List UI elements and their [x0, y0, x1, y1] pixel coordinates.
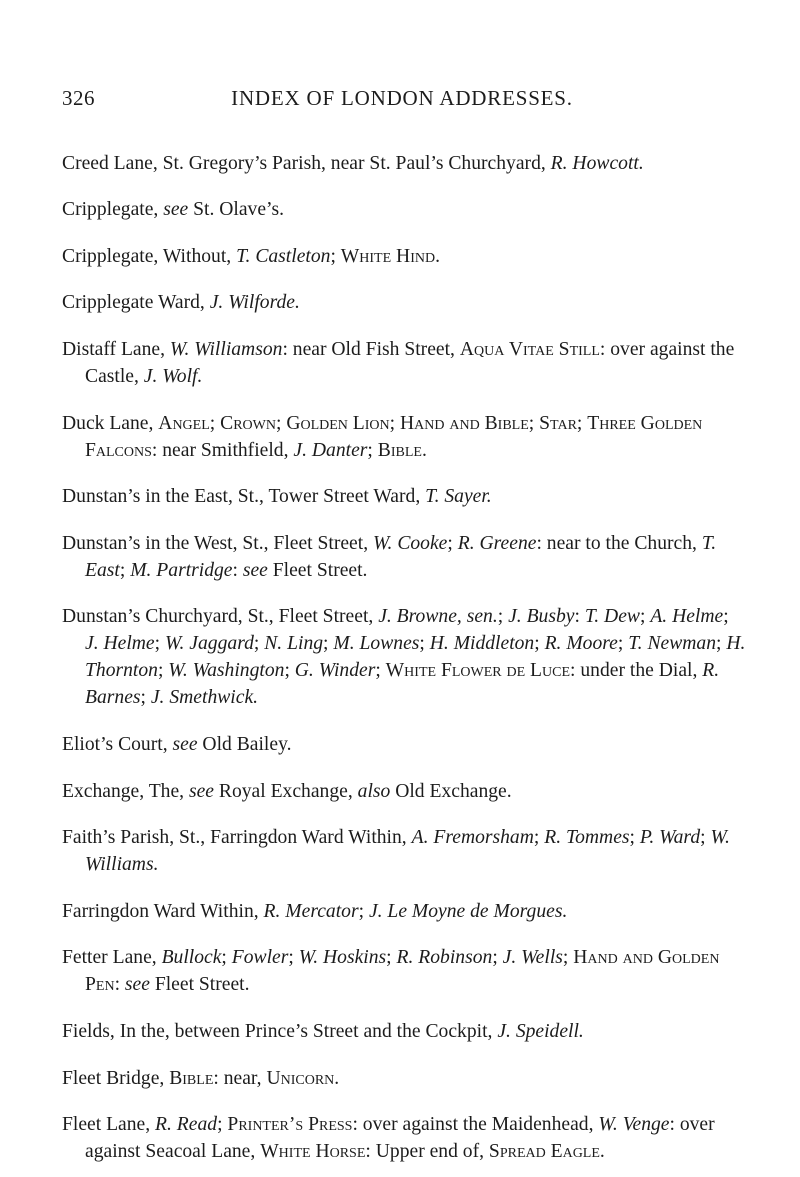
entry-sign-smallcaps: Unicorn — [266, 1067, 335, 1089]
running-title: INDEX OF LONDON ADDRESSES. — [231, 86, 573, 110]
entry-name-italic: R. Mercator — [263, 900, 359, 922]
entry-text: ; — [154, 633, 165, 655]
entry-text: ; — [389, 412, 400, 434]
entry-text: Faith’s Parish, St., Farringdon Ward Within, — [62, 827, 412, 849]
entry-text: : over against the Maidenhead, — [352, 1114, 599, 1136]
entry-sign-smallcaps: Golden Lion — [286, 412, 390, 434]
entry-text: : near Old Fish Street, — [282, 338, 460, 360]
entry-name-italic: see — [172, 733, 198, 755]
entry-name-italic: A. Fremorsham — [411, 827, 534, 849]
entry-text: ; — [528, 412, 540, 434]
entry-text: Old Exchange. — [390, 780, 512, 802]
entry-name-italic: J. Wilforde. — [209, 292, 300, 314]
entry-name-italic: M. Lownes — [333, 633, 420, 655]
index-entry — [62, 778, 746, 805]
entry-name-italic: H. Thornton — [85, 633, 746, 682]
entry-text: ; — [140, 687, 151, 709]
index-entry — [62, 1018, 746, 1045]
entry-sign-smallcaps: Aqua Vitae Still — [459, 338, 600, 360]
entry-text: ; — [119, 559, 131, 581]
entry-sign-smallcaps: Crown — [220, 412, 276, 434]
entry-name-italic: also — [357, 780, 391, 802]
entry-text: ; — [700, 827, 711, 849]
entry-name-italic: J. Browne, sen. — [378, 606, 498, 628]
entry-name-italic: T. Dew — [584, 606, 640, 628]
entry-text: ; — [639, 606, 651, 628]
entry-name-italic: R. Barnes — [85, 660, 720, 709]
entry-sign-smallcaps: Hand and Golden Pen — [85, 947, 720, 996]
entry-text: ; — [209, 412, 221, 434]
index-entry — [62, 243, 746, 270]
entry-name-italic: J. Smethwick. — [150, 687, 259, 709]
entry-text: Cripplegate, Without, — [62, 245, 237, 267]
entry-text: Fetter Lane, — [62, 947, 162, 969]
entry-text: ; — [629, 827, 640, 849]
entry-name-italic: W. Venge — [598, 1114, 670, 1136]
entry-text: ; — [386, 947, 397, 969]
entry-name-italic: T. Sayer. — [425, 486, 492, 508]
index-entry — [62, 336, 746, 390]
entry-text: ; — [367, 439, 378, 461]
entry-sign-smallcaps: Hand and Bible — [400, 412, 529, 434]
entry-text: ; — [323, 633, 334, 655]
entry-text: ; — [288, 947, 299, 969]
page-header — [62, 86, 742, 116]
entry-name-italic: G. Winder — [294, 660, 376, 682]
entry-sign-smallcaps: Three Golden Falcons — [85, 412, 703, 461]
entry-name-italic: Fowler — [231, 947, 289, 969]
entry-name-italic: A. Helme — [650, 606, 724, 628]
index-entry — [62, 603, 746, 711]
index-entry — [62, 196, 746, 223]
entry-name-italic: see — [163, 199, 189, 221]
entry-name-italic: T. East — [85, 532, 717, 581]
entry-text: : over against Seacoal Lane, — [85, 1114, 715, 1163]
entry-text: : — [232, 559, 243, 581]
entry-sign-smallcaps: Bible — [377, 439, 422, 461]
entry-sign-smallcaps: White Flower de Luce — [385, 660, 571, 682]
entry-text: ; — [562, 947, 574, 969]
entry-name-italic: J. Busby — [508, 606, 575, 628]
entry-name-italic: R. Tommes — [544, 827, 630, 849]
entry-text: ; — [217, 1114, 228, 1136]
entry-text: ; — [419, 633, 430, 655]
entry-text: ; — [716, 633, 727, 655]
entry-name-italic: J. Danter — [293, 439, 368, 461]
index-entry — [62, 731, 746, 758]
entry-sign-smallcaps: White Horse — [260, 1141, 366, 1163]
entry-name-italic: W. Washington — [168, 660, 285, 682]
index-entry — [62, 530, 746, 584]
entry-text: ; — [497, 606, 509, 628]
entry-text: : — [114, 974, 125, 996]
entry-text: : near to the Church, — [536, 532, 702, 554]
entry-text: ; — [533, 827, 545, 849]
entry-name-italic: J. Wolf. — [143, 365, 203, 387]
entry-text: Old Bailey. — [197, 733, 292, 755]
index-entry — [62, 898, 746, 925]
entry-sign-smallcaps: Angel — [158, 412, 210, 434]
entry-sign-smallcaps: Spread Eagle — [488, 1141, 600, 1163]
index-entry — [62, 824, 746, 878]
entry-text: St. Olave’s. — [188, 199, 285, 221]
entry-text: : Upper end of, — [365, 1141, 489, 1163]
entry-name-italic: W. Hoskins — [298, 947, 387, 969]
entry-text: : — [574, 606, 585, 628]
entry-name-italic: J. Speidell. — [497, 1020, 584, 1042]
entry-name-italic: P. Ward — [639, 827, 701, 849]
page-number: 326 — [62, 86, 95, 110]
entry-text: Royal Exchange, — [213, 780, 358, 802]
entry-text: ; — [447, 532, 458, 554]
entry-name-italic: Bullock — [161, 947, 222, 969]
entry-text: ; — [375, 660, 386, 682]
entry-text: ; — [723, 606, 729, 628]
entry-name-italic: R. Howcott. — [550, 152, 644, 174]
entry-text: ; — [284, 660, 295, 682]
entry-name-italic: W. Jaggard — [164, 633, 254, 655]
entry-text: Cripplegate Ward, — [62, 292, 210, 314]
index-entry — [62, 1065, 746, 1092]
entry-text: . — [435, 245, 440, 267]
index-entry — [62, 150, 746, 177]
entry-text: ; — [253, 633, 265, 655]
entry-name-italic: M. Partridge — [130, 559, 233, 581]
entry-name-italic: R. Moore — [544, 633, 618, 655]
entry-text: : near, — [213, 1067, 267, 1089]
entry-text: ; — [275, 412, 287, 434]
entry-text: ; — [617, 633, 629, 655]
entry-text: : near Smithfield, — [151, 439, 294, 461]
entry-text: Fleet Bridge, — [62, 1067, 170, 1089]
entry-text: Creed Lane, St. Gregory’s Parish, near St. Paul’s Churchyard, — [62, 152, 551, 174]
index-entry — [62, 944, 746, 998]
entry-text: Exchange, The, — [62, 780, 189, 802]
entry-name-italic: see — [188, 780, 214, 802]
index-entry — [62, 289, 746, 316]
entry-text: ; — [157, 660, 169, 682]
entry-text: . — [599, 1141, 605, 1163]
entry-name-italic: W. Williams. — [85, 827, 730, 876]
entry-text: ; — [221, 947, 232, 969]
entry-name-italic: R. Read — [155, 1114, 218, 1136]
entry-text: Fleet Street. — [267, 559, 368, 581]
entry-text: Eliot’s Court, — [62, 733, 173, 755]
index-entry — [62, 410, 746, 464]
entry-name-italic: H. Middleton — [429, 633, 535, 655]
entry-text: : under the Dial, — [570, 660, 703, 682]
entry-text: Dunstan’s Churchyard, St., Fleet Street, — [62, 606, 379, 628]
entry-text: ; — [576, 412, 588, 434]
entry-name-italic: W. Williamson — [169, 338, 283, 360]
entry-name-italic: T. Castleton — [236, 245, 331, 267]
entry-name-italic: T. Newman — [628, 633, 717, 655]
entry-text: Fleet Street. — [149, 974, 250, 996]
entry-text: Fleet Lane, — [62, 1114, 156, 1136]
entry-name-italic: see — [242, 559, 268, 581]
entry-text: . — [421, 439, 427, 461]
index-entries — [62, 130, 746, 1177]
entry-name-italic: J. Helme — [85, 633, 155, 655]
entry-sign-smallcaps: Printer’s Press — [227, 1114, 353, 1136]
entry-text: ; — [534, 633, 545, 655]
entry-text: Distaff Lane, — [62, 338, 170, 360]
entry-text: ; — [492, 947, 503, 969]
entry-sign-smallcaps: White Hind — [340, 245, 436, 267]
entry-name-italic: J. Wells — [502, 947, 563, 969]
entry-name-italic: N. Ling — [264, 633, 324, 655]
entry-text: Dunstan’s in the West, St., Fleet Street, — [62, 532, 373, 554]
entry-text: : over against the Castle, — [85, 338, 735, 387]
entry-sign-smallcaps: Bible — [169, 1067, 214, 1089]
entry-text: ; — [330, 245, 341, 267]
entry-sign-smallcaps: Star — [539, 412, 577, 434]
entry-text: Fields, In the, between Prince’s Street and the Cockpit, — [62, 1020, 498, 1042]
entry-text: ; — [358, 900, 369, 922]
entry-text: Duck Lane, — [62, 412, 159, 434]
entry-text: Cripplegate, — [62, 199, 164, 221]
entry-text: Dunstan’s in the East, St., Tower Street Ward, — [62, 486, 426, 508]
entry-text: . — [334, 1067, 340, 1089]
entry-text: Farringdon Ward Within, — [62, 900, 264, 922]
entry-name-italic: see — [124, 974, 150, 996]
entry-name-italic: R. Greene — [457, 532, 537, 554]
index-entry — [62, 483, 746, 510]
entry-name-italic: J. Le Moyne de Morgues. — [368, 900, 568, 922]
entry-name-italic: W. Cooke — [373, 532, 448, 554]
entry-name-italic: R. Robinson — [396, 947, 493, 969]
